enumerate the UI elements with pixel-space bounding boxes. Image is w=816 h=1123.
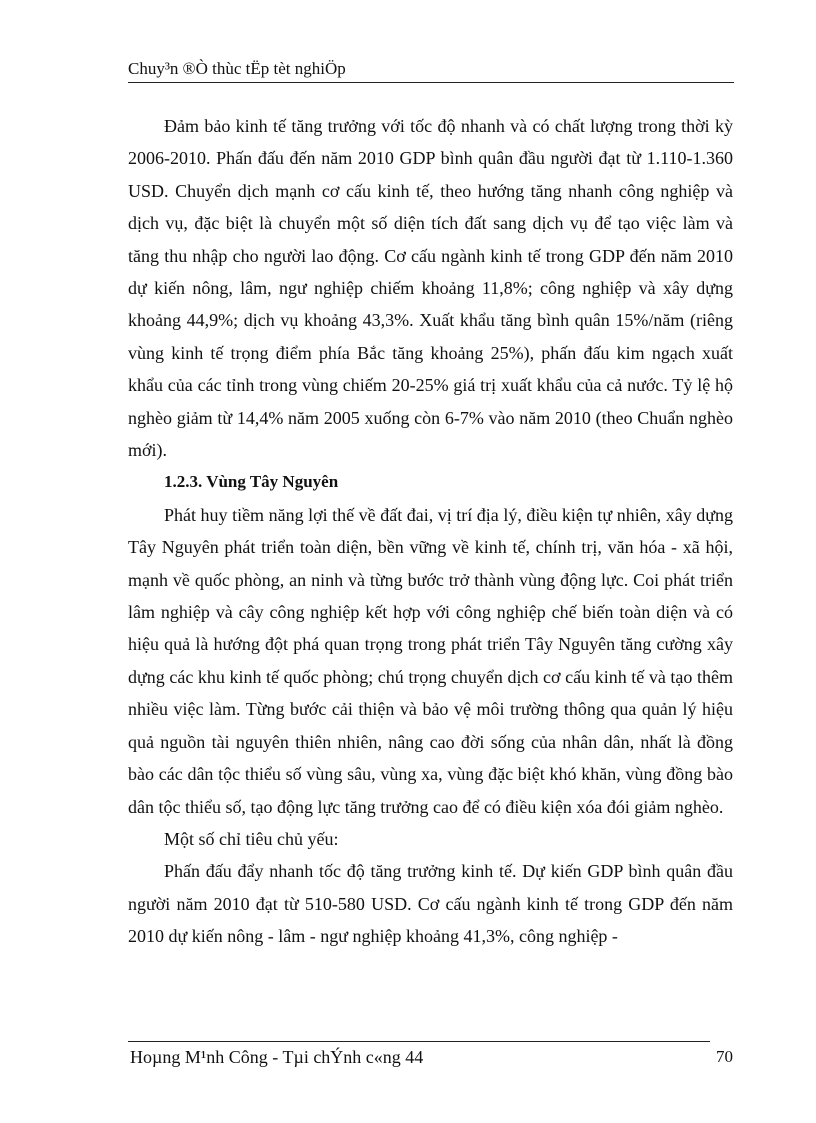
section-heading: 1.2.3. Vùng Tây Nguyên	[164, 472, 339, 492]
header-title: Chuy³n ®Ò thùc tËp tèt nghiÖp	[128, 59, 346, 78]
page-number: 70	[716, 1047, 733, 1066]
paragraph-key-indicators-label: Một số chỉ tiêu chủ yếu:	[164, 828, 339, 849]
paragraph-gdp-targets: Phấn đấu đẩy nhanh tốc độ tăng trưởng kinh tế. Dự kiến GDP bình quân đầu người năm 2010 đạt từ 510-580 USD. Cơ cấu ngành kinh tế trong GDP đến năm 2010 dự kiến nông - lâm - ngư nghiệp khoảng 41,3%, công nghiệp -	[128, 861, 733, 947]
page-header	[128, 58, 734, 83]
footer-author: Hoµng M¹nh Công - Tµi chÝnh c«ng 44	[130, 1047, 424, 1067]
page-body	[128, 110, 733, 953]
paragraph-tay-nguyen-development: Phát huy tiềm năng lợi thế về đất đai, vị trí địa lý, điều kiện tự nhiên, xây dựng Tây Nguyên phát triển toàn diện, bền vững về kinh tế, chính trị, văn hóa - xã hội, mạnh về quốc phòng, an ninh và từng bước trở thành vùng động lực. Coi phát triển lâm nghiệp và cây công nghiệp kết hợp với công nghiệp chế biến toàn diện và có hiệu quả là hướng đột phá quan trọng trong phát triển Tây Nguyên tăng cường xây dựng các khu kinh tế quốc phòng; chú trọng chuyển dịch cơ cấu kinh tế và tạo thêm nhiều việc làm. Từng bước cải thiện và bảo vệ môi trường thông qua quản lý hiệu quả nguồn tài nguyên thiên nhiên, nâng cao đời sống của nhân dân, nhất là đồng bào các dân tộc thiểu số vùng sâu, vùng xa, vùng đặc biệt khó khăn, vùng đồng bào dân tộc thiểu số, tạo động lực tăng trưởng cao để có điều kiện xóa đói giảm nghèo.	[128, 504, 733, 817]
paragraph-growth-targets: Đảm bảo kinh tế tăng trưởng với tốc độ nhanh và có chất lượng trong thời kỳ 2006-2010. Phấn đấu đến năm 2010 GDP bình quân đầu người đạt từ 1.110-1.360 USD. Chuyển dịch mạnh cơ cấu kinh tế, theo hướng tăng nhanh công nghiệp và dịch vụ, đặc biệt là chuyển một số diện tích đất sang dịch vụ để tạo việc làm và tăng thu nhập cho người lao động. Cơ cấu ngành kinh tế trong GDP đến năm 2010 dự kiến nông, lâm, ngư nghiệp chiếm khoảng 11,8%; công nghiệp và xây dựng khoảng 44,9%; dịch vụ khoảng 43,3%. Xuất khẩu tăng bình quân 15%/năm (riêng vùng kinh tế trọng điểm phía Bắc tăng khoảng 25%), phấn đấu kim ngạch xuất khẩu của các tỉnh trong vùng chiếm 20-25% giá trị xuất khẩu của cả nước. Tỷ lệ hộ nghèo giảm từ 14,4% năm 2005 xuống còn 6-7% vào năm 2010 (theo Chuẩn nghèo mới).	[128, 116, 733, 461]
footer-divider	[128, 1041, 710, 1042]
